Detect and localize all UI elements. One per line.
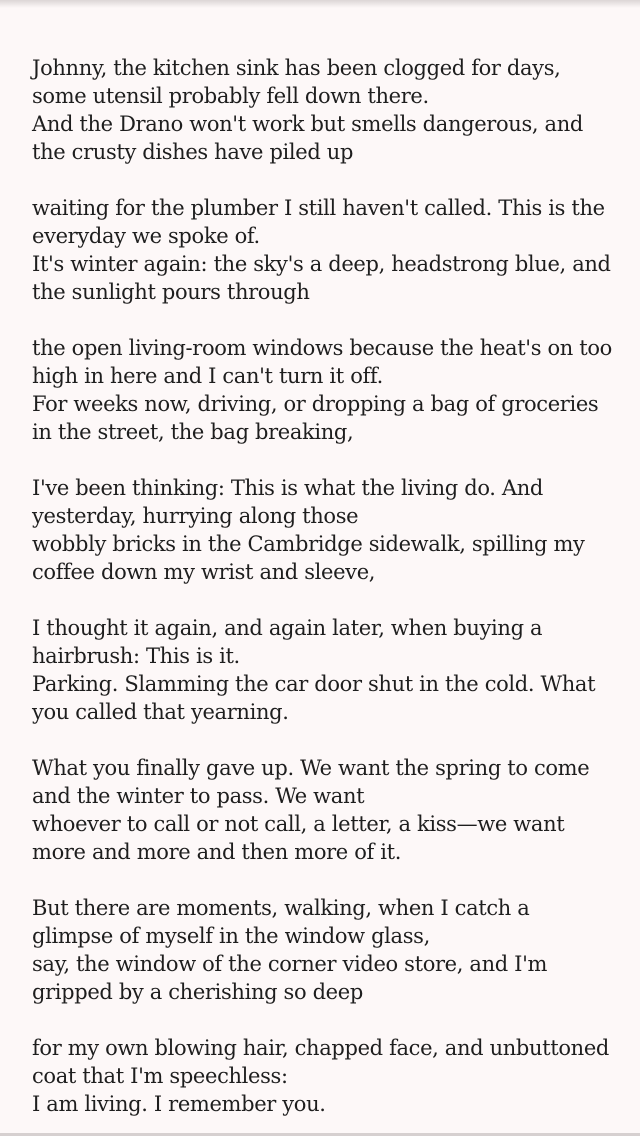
stanza-4 xyxy=(32,474,612,586)
stanza-1 xyxy=(32,54,612,166)
poem-line: I've been thinking: This is what the living do. And yesterday, hurrying along those xyxy=(32,476,543,528)
stanza-8 xyxy=(32,1034,612,1118)
poem-line: wobbly bricks in the Cambridge sidewalk, spilling my coffee down my wrist and sleeve, xyxy=(32,532,585,584)
poem-line: the open living-room windows because the heat's on too high in here and I can't turn it off. xyxy=(32,336,612,388)
poem-line: For weeks now, driving, or dropping a bag of groceries in the street, the bag breaking, xyxy=(32,392,599,444)
poem-line: for my own blowing hair, chapped face, and unbuttoned coat that I'm speechless: xyxy=(32,1036,609,1088)
stanza-3 xyxy=(32,334,612,446)
poem-line: Johnny, the kitchen sink has been clogged for days, some utensil probably fell down there. xyxy=(32,56,561,108)
poem-line: whoever to call or not call, a letter, a kiss—we want more and more and then more of it. xyxy=(32,812,565,864)
poem-line: waiting for the plumber I still haven't called. This is the everyday we spoke of. xyxy=(32,196,605,248)
stanza-5 xyxy=(32,614,612,726)
stanza-7 xyxy=(32,894,612,1006)
poem-line: And the Drano won't work but smells dangerous, and the crusty dishes have piled up xyxy=(32,112,583,164)
poem-line: But there are moments, walking, when I catch a glimpse of myself in the window glass, xyxy=(32,896,530,948)
poem-line: It's winter again: the sky's a deep, headstrong blue, and the sunlight pours through xyxy=(32,252,611,304)
poem-line: What you finally gave up. We want the spring to come and the winter to pass. We want xyxy=(32,756,590,808)
poem-line: I am living. I remember you. xyxy=(32,1092,326,1116)
poem-line: Parking. Slamming the car door shut in the cold. What you called that yearning. xyxy=(32,672,596,724)
stanza-6 xyxy=(32,754,612,866)
stanza-2 xyxy=(32,194,612,306)
poem-line: I thought it again, and again later, when buying a hairbrush: This is it. xyxy=(32,616,543,668)
poem-text xyxy=(32,54,612,1118)
poem-line: say, the window of the corner video store, and I'm gripped by a cherishing so deep xyxy=(32,952,548,1004)
top-edge-shadow xyxy=(0,0,640,8)
